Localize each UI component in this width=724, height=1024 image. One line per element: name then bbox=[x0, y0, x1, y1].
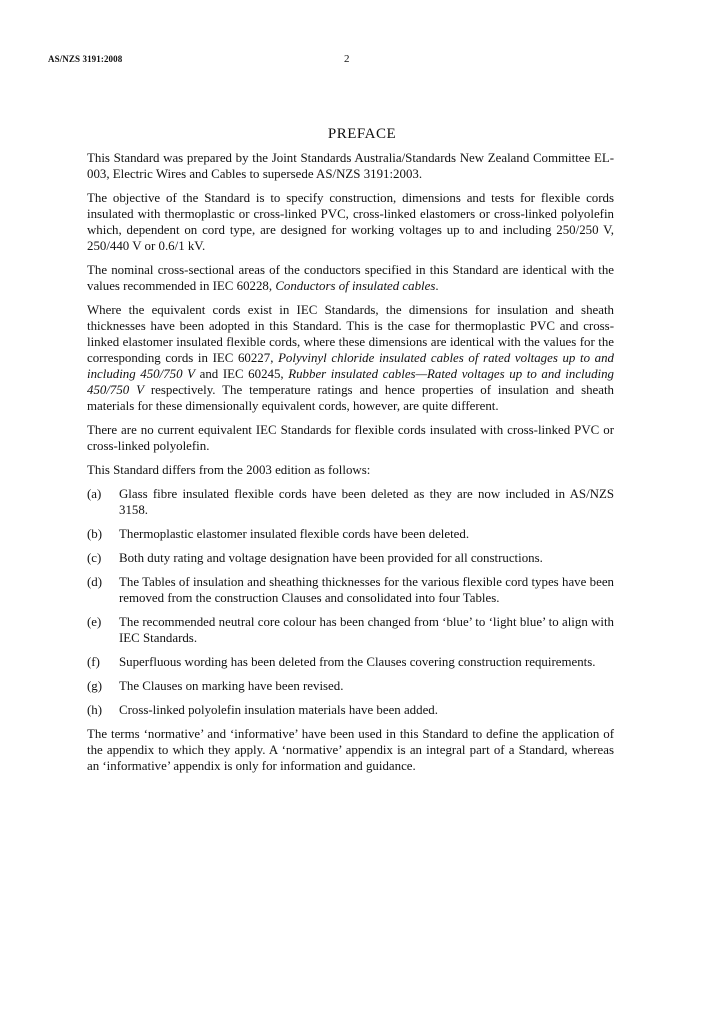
list-item-label: (b) bbox=[87, 527, 103, 541]
paragraph-normative-informative: The terms ‘normative’ and ‘informative’ have been used in this Standard to define the application of the appendix to which they apply. A ‘normative’ appendix is an integral part of a Standard, whereas an ‘informative’ appendix is only for information and guidance. bbox=[87, 727, 614, 773]
list-item bbox=[87, 702, 614, 718]
iec-60245-title: Rubber insulated cables—Rated voltages up to and including 450/750 V bbox=[87, 367, 614, 397]
paragraph-objective: The objective of the Standard is to specify construction, dimensions and tests for flexible cords insulated with thermoplastic or cross-linked PVC, cross-linked elastomers or cross-linked polyolefin which, dependent on cord type, are designed for working voltages up to and including 250/250 V, 250/440 V or 0.6/1 kV. bbox=[87, 191, 614, 253]
list-item bbox=[87, 574, 614, 606]
list-item-text: The Clauses on marking have been revised. bbox=[119, 679, 344, 693]
page-title: PREFACE bbox=[327, 126, 397, 142]
paragraph-conductors-text: The nominal cross-sectional areas of the conductors specified in this Standard are identical with the values recommended in IEC 60228, bbox=[87, 263, 614, 293]
list-item-text: The Tables of insulation and sheathing thicknesses for the various flexible cord types have been removed from the construction Clauses and consolidated into four Tables. bbox=[119, 575, 614, 605]
list-item-label: (e) bbox=[87, 615, 102, 629]
paragraph-differences-intro: This Standard differs from the 2003 edition as follows: bbox=[87, 463, 371, 477]
paragraph-no-equivalent: There are no current equivalent IEC Standards for flexible cords insulated with cross-linked PVC or cross-linked polyolefin. bbox=[87, 423, 614, 453]
iec-60227-title: Polyvinyl chloride insulated cables of rated voltages up to and including 450/750 V bbox=[87, 351, 614, 381]
list-item-label: (d) bbox=[87, 575, 103, 589]
list-item-text: Cross-linked polyolefin insulation materials have been added. bbox=[119, 703, 438, 717]
list-item-text: Superfluous wording has been deleted from the Clauses covering construction requirements. bbox=[119, 655, 596, 669]
list-item bbox=[87, 486, 614, 518]
preface-body bbox=[87, 150, 614, 782]
page-number: 2 bbox=[344, 53, 350, 65]
list-item-text: The recommended neutral core colour has been changed from ‘blue’ to ‘light blue’ to align with IEC Standards. bbox=[119, 615, 614, 645]
list-item-label: (c) bbox=[87, 551, 102, 565]
list-item bbox=[87, 614, 614, 646]
list-item-label: (f) bbox=[87, 655, 100, 669]
paragraph-equivalent-text: Where the equivalent cords exist in IEC Standards, the dimensions for insulation and sheath thicknesses have been adopted in this Standard. This is the case for thermoplastic PVC and cross-linked elastomer insulated flexible cords, where these dimensions are identical with the values for the corresponding cords in IEC 60227, bbox=[87, 303, 614, 365]
paragraph-conductors-end: . bbox=[435, 279, 439, 293]
list-item-text: Thermoplastic elastomer insulated flexible cords have been deleted. bbox=[119, 527, 470, 541]
paragraph-conductors bbox=[87, 262, 614, 294]
changes-list bbox=[87, 486, 614, 718]
list-item-label: (a) bbox=[87, 487, 102, 501]
paragraph-equivalent-mid: and IEC 60245, bbox=[195, 367, 289, 381]
list-item-text: Both duty rating and voltage designation have been provided for all constructions. bbox=[119, 551, 543, 565]
iec-60228-title: Conductors of insulated cables bbox=[275, 279, 436, 293]
list-item bbox=[87, 678, 614, 694]
standard-reference: AS/NZS 3191:2008 bbox=[48, 54, 123, 64]
paragraph-equivalent-cords bbox=[87, 302, 614, 414]
list-item-text: Glass fibre insulated flexible cords have been deleted as they are now included in AS/NZS 3158. bbox=[119, 487, 614, 517]
list-item bbox=[87, 550, 614, 566]
paragraph-committee: This Standard was prepared by the Joint Standards Australia/Standards New Zealand Committee EL-003, Electric Wires and Cables to supersede AS/NZS 3191:2003. bbox=[87, 151, 614, 181]
list-item-label: (g) bbox=[87, 679, 103, 693]
paragraph-equivalent-end: respectively. The temperature ratings and hence properties of insulation and sheath materials for these dimensionally equivalent cords, however, are quite different. bbox=[87, 383, 614, 413]
list-item bbox=[87, 654, 614, 670]
list-item-label: (h) bbox=[87, 703, 103, 717]
list-item bbox=[87, 526, 614, 542]
